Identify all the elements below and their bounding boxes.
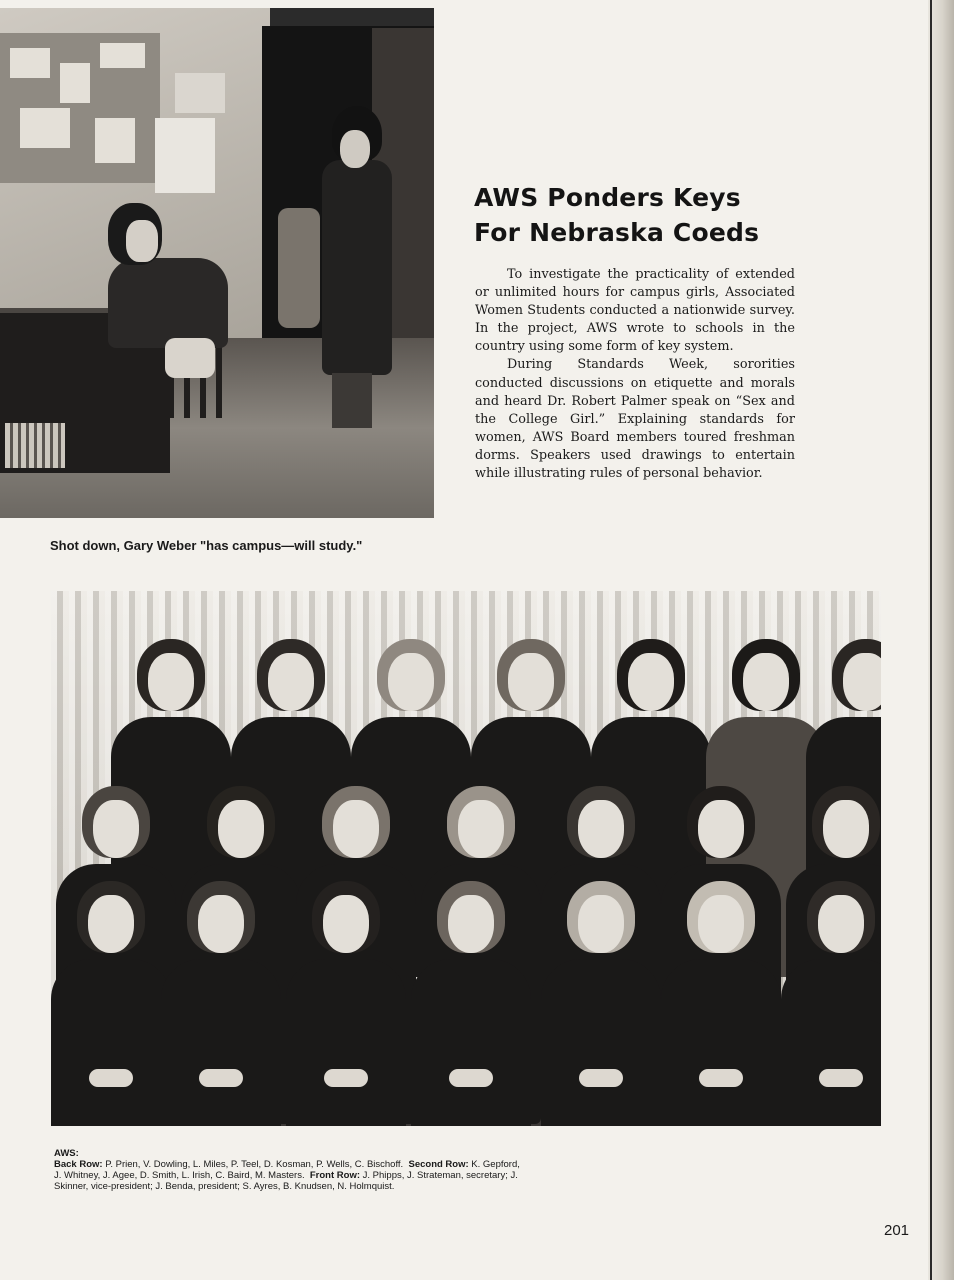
photo-board-note <box>10 48 50 78</box>
group-member-figure <box>541 881 661 1126</box>
caption-second-row-label: Second Row: <box>408 1159 469 1170</box>
caption-line-2 <box>54 1170 664 1181</box>
photo-seated-woman <box>108 258 228 348</box>
caption-line-3: Skinner, vice-president; J. Benda, president; S. Ayres, B. Knudsen, N. Holmquist. <box>54 1181 395 1192</box>
member-dress <box>541 959 661 1126</box>
dorm-room-photo <box>0 8 434 518</box>
member-hands <box>89 1069 133 1087</box>
page-gutter-line <box>930 0 932 1280</box>
photo-coat <box>278 208 320 328</box>
member-face <box>323 895 369 953</box>
member-hands <box>579 1069 623 1087</box>
caption-second-row-b: J. Whitney, J. Agee, D. Smith, L. Irish, C. Baird, M. Masters. <box>54 1170 305 1181</box>
member-face <box>268 653 314 711</box>
group-member-figure <box>51 881 171 1126</box>
member-hands <box>819 1069 863 1087</box>
caption-org: AWS: <box>54 1148 79 1159</box>
group-member-figure <box>411 881 531 1126</box>
article-paragraph: To investigate the practicality of extended or unlimited hours for campus girls, Associated Women Students conducted a nationwide survey. In the project, AWS wrote to schools in the country using some form of key system. <box>475 267 795 355</box>
member-hands <box>324 1069 368 1087</box>
member-face <box>578 895 624 953</box>
photo-seated-woman-skirt <box>165 338 215 378</box>
caption-line-1 <box>54 1159 664 1170</box>
group-caption <box>54 1148 664 1192</box>
group-member-figure <box>781 881 881 1126</box>
member-face <box>458 800 504 858</box>
group-member-figure <box>661 881 781 1126</box>
photo-standing-woman <box>322 160 392 375</box>
member-dress <box>661 959 781 1126</box>
headline-line-2: For Nebraska Coeds <box>474 218 760 247</box>
member-face <box>818 895 864 953</box>
member-face <box>698 895 744 953</box>
headline-line-1: AWS Ponders Keys <box>474 183 741 212</box>
aws-group-photo <box>51 591 881 1126</box>
member-dress <box>781 959 881 1126</box>
member-face <box>628 653 674 711</box>
photo-poster <box>175 73 225 113</box>
member-face <box>448 895 494 953</box>
member-face <box>823 800 869 858</box>
caption-org-line <box>54 1148 664 1159</box>
member-face <box>93 800 139 858</box>
caption-back-row: P. Prien, V. Dowling, L. Miles, P. Teel, D. Kosman, P. Wells, C. Bischoff. <box>102 1159 404 1170</box>
photo-standing-woman-face <box>340 130 370 168</box>
member-face <box>843 653 881 711</box>
member-face <box>218 800 264 858</box>
caption-second-row-a: K. Gepford, <box>468 1159 520 1170</box>
page-number: 201 <box>884 1222 910 1239</box>
photo-books <box>5 423 65 468</box>
photo-board-note <box>95 118 135 163</box>
article-paragraph: During Standards Week, sororities conducted discussions on etiquette and morals and heard Dr. Robert Palmer speak on “Sex and the College Girl.” Explaining standards for women, AWS Board members toured freshman dorms. Speakers used drawings to entertain while illustrating rules of personal behavior. <box>475 357 795 482</box>
member-dress <box>51 959 171 1126</box>
group-member-figure <box>161 881 281 1126</box>
photo-standing-woman-legs <box>332 373 372 428</box>
member-hands <box>199 1069 243 1087</box>
member-face <box>743 653 789 711</box>
caption-front-row-label: Front Row: <box>309 1170 361 1181</box>
member-face <box>508 653 554 711</box>
member-face <box>698 800 744 858</box>
member-face <box>198 895 244 953</box>
member-face <box>148 653 194 711</box>
article-headline <box>474 180 804 250</box>
photo-calendar <box>155 118 215 193</box>
member-hands <box>449 1069 493 1087</box>
member-face <box>388 653 434 711</box>
group-member-figure <box>286 881 406 1126</box>
member-hands <box>699 1069 743 1087</box>
photo-seated-woman-face <box>126 220 158 262</box>
photo-board-note <box>100 43 145 68</box>
member-face <box>88 895 134 953</box>
caption-front-row-a: J. Phipps, J. Strateman, secretary; J. <box>360 1170 518 1181</box>
member-dress <box>286 959 406 1126</box>
member-face <box>333 800 379 858</box>
article-body <box>475 266 795 483</box>
caption-back-row-label: Back Row: <box>54 1159 103 1170</box>
member-face <box>578 800 624 858</box>
member-dress <box>411 959 531 1126</box>
photo-board-note <box>60 63 90 103</box>
member-dress <box>161 959 281 1126</box>
photo-board-note <box>20 108 70 148</box>
photo-caption: Shot down, Gary Weber "has campus—will study." <box>50 538 363 553</box>
